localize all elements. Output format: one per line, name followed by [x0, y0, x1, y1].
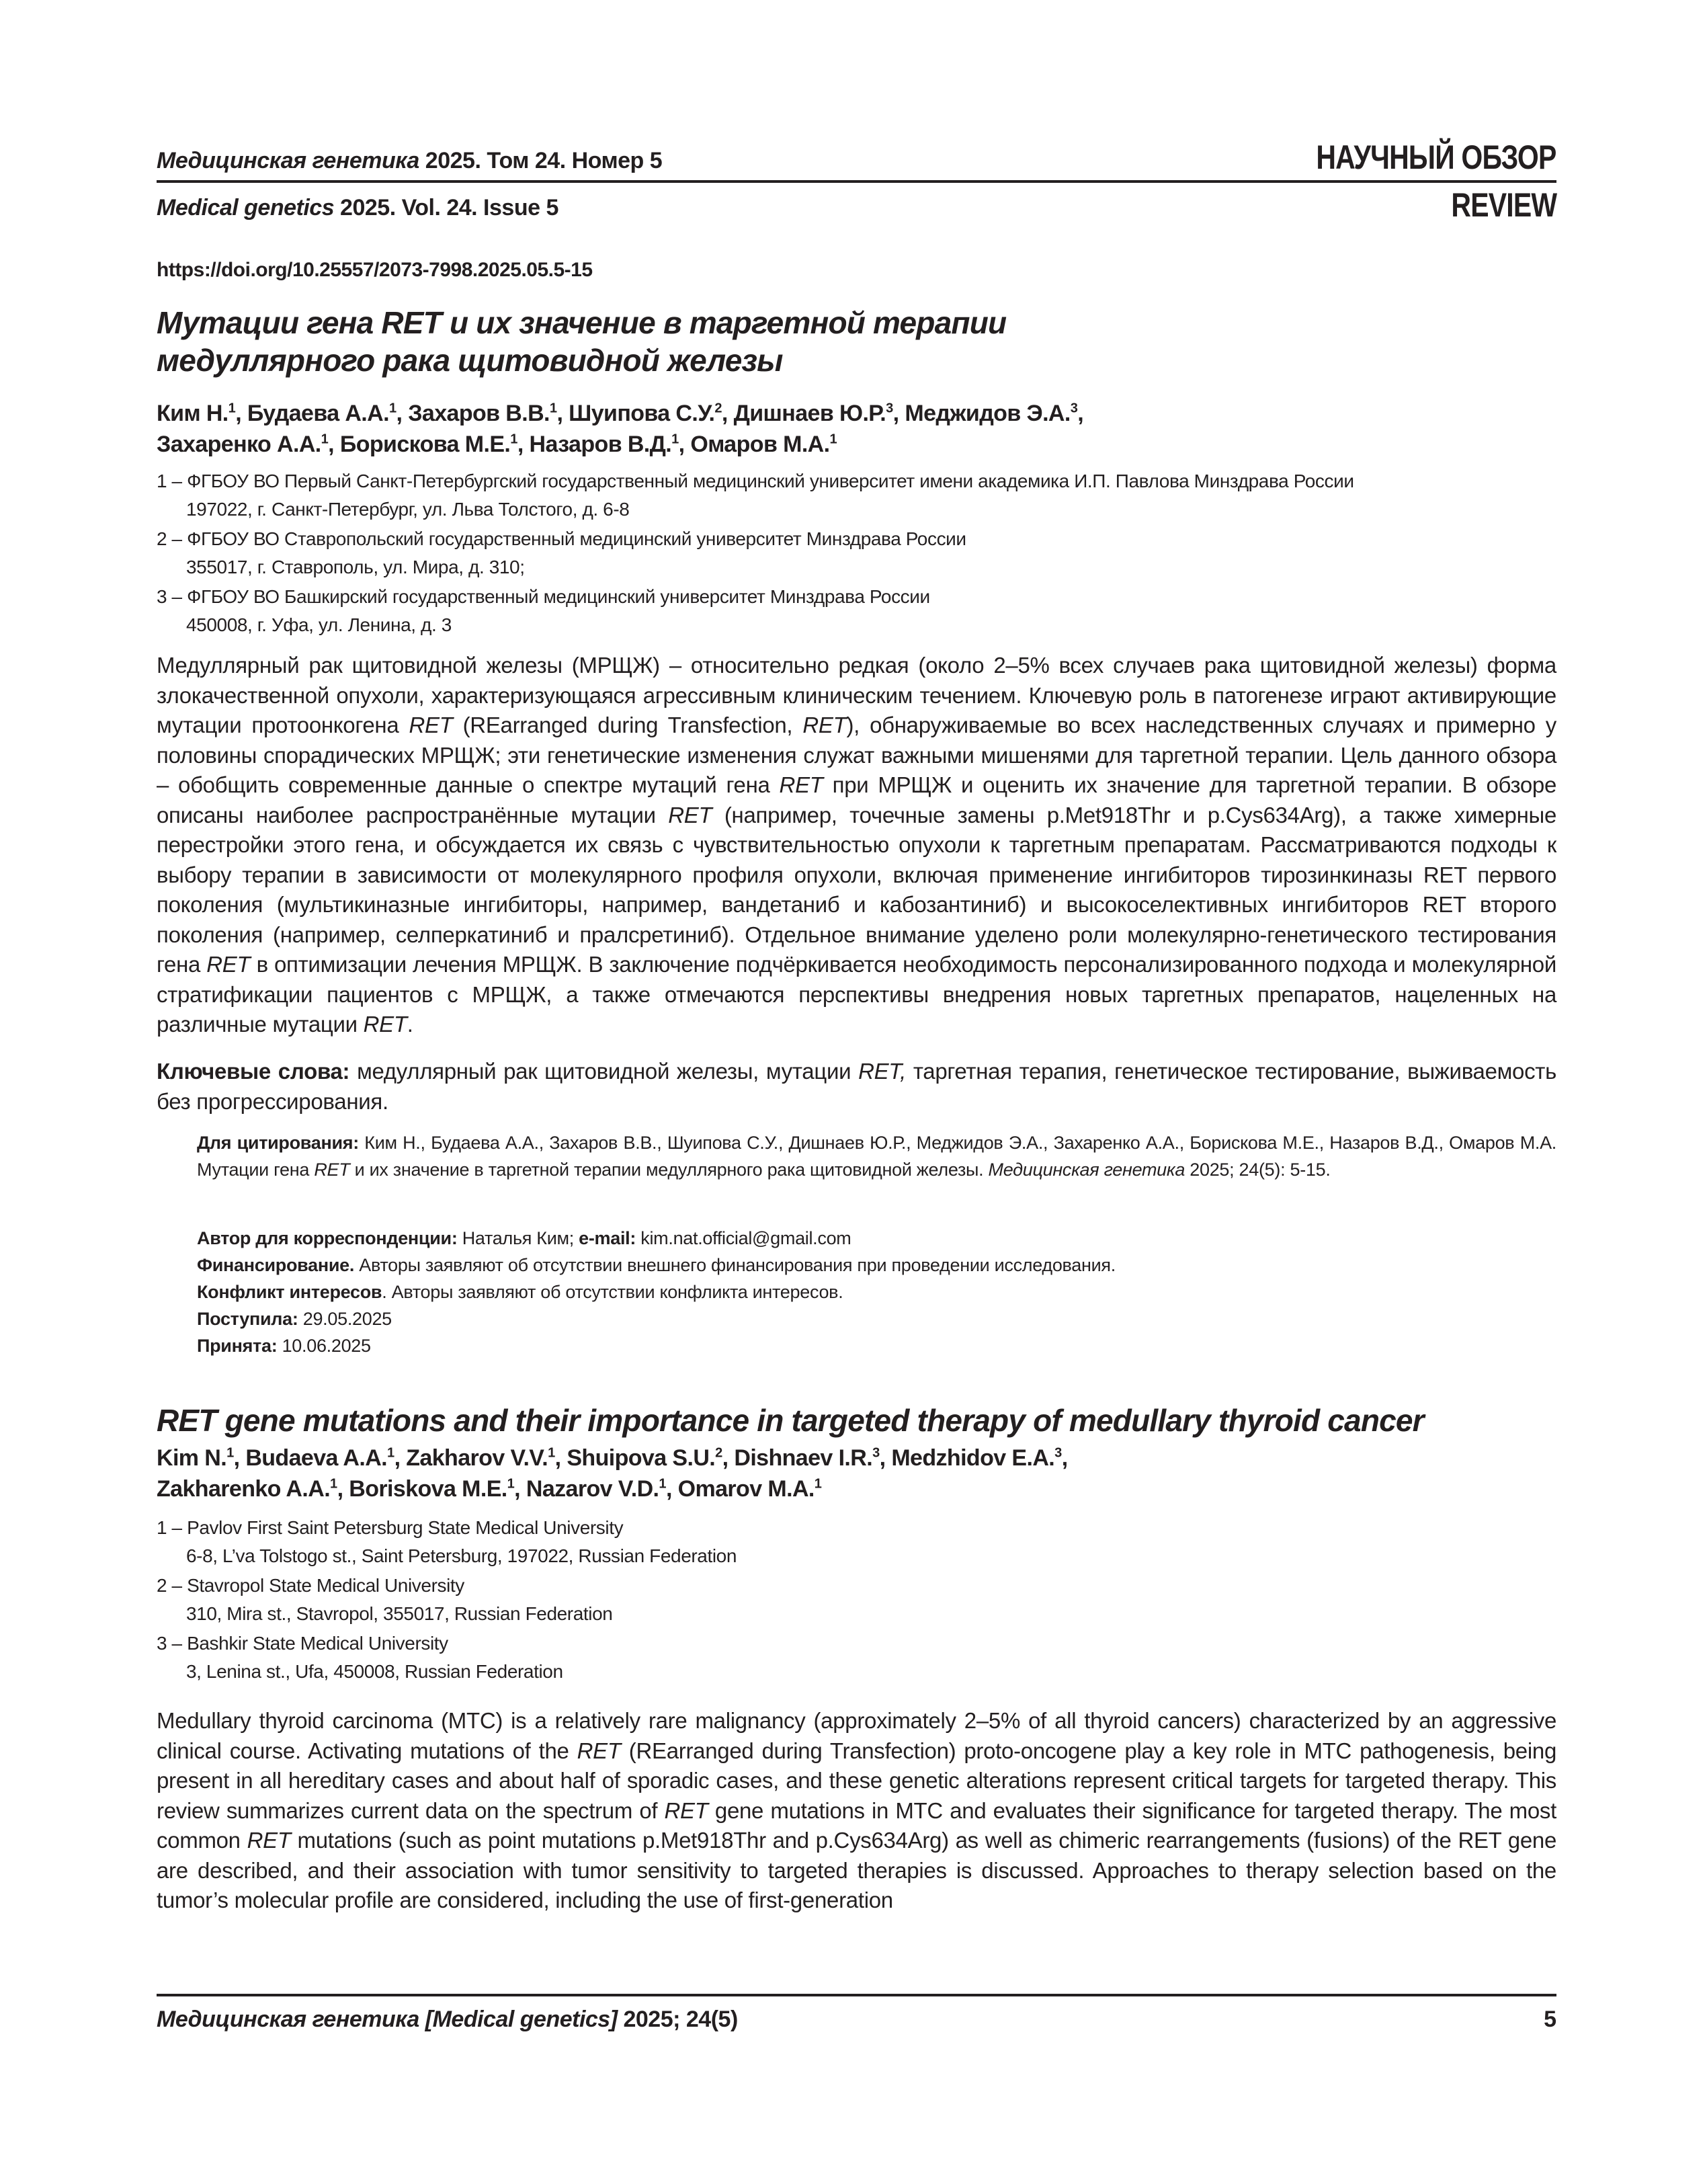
journal-issue-en: 2025. Vol. 24. Issue 5 — [334, 195, 558, 220]
keywords-label: Ключевые слова: — [157, 1059, 350, 1084]
gene-name: RET — [577, 1738, 621, 1763]
gene-name: RET — [664, 1797, 708, 1823]
affiliation-address: 310, Mira st., Stavropol, 355017, Russian Federation — [186, 1603, 613, 1624]
affiliations-ru — [157, 467, 1556, 641]
affiliation-marker: 2 — [715, 1445, 722, 1461]
author-name: Zakharov V.V. — [406, 1445, 548, 1471]
author-name: Шуипова С.У. — [569, 401, 715, 426]
affiliation-item — [157, 583, 1556, 639]
section-label-en: REVIEW — [1451, 186, 1556, 224]
conflict-label: Конфликт интересов — [197, 1282, 382, 1302]
received-row — [197, 1305, 1556, 1332]
author-name: Омаров М.А. — [690, 432, 830, 457]
funding-label: Финансирование. — [197, 1255, 355, 1275]
title-ru-line-1: Мутации гена RET и их значение в таргетной терапии — [157, 305, 1007, 340]
page-number: 5 — [1544, 2007, 1556, 2032]
affiliation-item — [157, 525, 1556, 581]
article-title-ru — [157, 304, 1006, 379]
email-label: e-mail: — [579, 1228, 636, 1248]
author-name: Budaeva A.A. — [245, 1445, 388, 1471]
affiliation-address: 355017, г. Ставрополь, ул. Мира, д. 310; — [186, 557, 525, 577]
affiliation-name: 2 – ФГБОУ ВО Ставропольский государственный медицинский университет Минздрава России — [157, 528, 966, 549]
funding-row — [197, 1252, 1556, 1279]
abstract-ru — [157, 651, 1556, 1040]
abstract-text: (REarranged during Transfection) proto-oncogene play a key role in MTC pathogenesis, being present in all hereditary cases and about half of sporadic cases, and these genetic alterations represent critical targets for targeted therapy. This review summarizes current data on the spectrum of — [157, 1738, 1556, 1823]
affiliation-marker: 1 — [387, 1445, 394, 1461]
journal-issue-ru: 2025. Том 24. Номер 5 — [419, 148, 663, 173]
author-name: Захаров В.В. — [408, 401, 550, 426]
affiliation-marker: 1 — [330, 1476, 337, 1492]
abstract-en — [157, 1706, 1556, 1916]
affiliation-marker: 1 — [548, 1445, 555, 1461]
citation-text-2: и их значение в таргетной терапии медуллярного рака щитовидной железы. — [349, 1160, 989, 1180]
affiliation-item — [157, 1572, 1556, 1628]
received-date: 29.05.2025 — [298, 1309, 392, 1329]
abstract-text: в оптимизации лечения МРЩЖ. В заключение подчёркивается необходимость персонализированного подхода и молекулярной стратификации пациентов с МРЩЖ, а также отмечаются перспективы внедрения новых таргетных препаратов, нацеленных на различные мутации — [157, 952, 1556, 1037]
section-label-ru: НАУЧНЫЙ ОБЗОР — [1316, 138, 1556, 176]
journal-header-en — [157, 195, 558, 221]
affiliation-name: 3 – Bashkir State Medical University — [157, 1633, 448, 1654]
gene-name: RET — [363, 1012, 407, 1037]
correspondence-name: Наталья Ким; — [457, 1228, 579, 1248]
author-list-ru: Ким Н.$^1$, Будаева А.А.$^1$, Захаров В.В.$^1$, Шуипова С.У.$^2$, Дишнаев Ю.Р.$^3$, Меджидов Э.А.$^3$, Захаренко А.А.$^1$, Борискова М.Е.$^1$, Назаров В.Д.$^1$, Омаров М.А.$^1$ — [157, 401, 1084, 457]
affiliation-marker: 1 — [549, 401, 557, 416]
citation-text: Ким Н., Будаева А.А., Захаров В.В., Шуипова С.У., Дишнаев Ю.Р., Меджидов Э.А., Захаренко А.А., Борискова М.Е., Назаров В.Д., Омаров М.А. Мутации гена — [197, 1133, 1556, 1180]
affiliation-marker: 1 — [388, 401, 397, 416]
conflict-text: . Авторы заявляют об отсутствии конфликта интересов. — [382, 1282, 843, 1302]
author-name: Назаров В.Д. — [529, 432, 672, 457]
author-list-en: Kim N.$^1$, Budaeva A.A.$^1$, Zakharov V.V.$^1$, Shuipova S.U.$^2$, Dishnaev I.R.$^3$, Medzhidov E.A.$^3$, Zakharenko A.A.$^1$, Boriskova M.E.$^1$, Nazarov V.D.$^1$, Omarov M.A.$^1$ — [157, 1445, 1068, 1502]
title-ru-line-2: медуллярного рака щитовидной железы — [157, 343, 783, 378]
keywords-ru — [157, 1057, 1556, 1117]
abstract-text: mutations (such as point mutations p.Met918Thr and p.Cys634Arg) as well as chimeric rearrangements (fusions) of the RET gene are described, and their association with tumor sensitivity to targeted therapies is discussed. Approaches to therapy selection based on the tumor’s molecular profile are considered, including the use of first-generation — [157, 1828, 1557, 1912]
article-title-en: RET gene mutations and their importance in targeted therapy of medullary thyroid cancer — [157, 1403, 1424, 1438]
article-info-block — [197, 1225, 1556, 1359]
author-name: Zakharenko A.A. — [157, 1476, 331, 1502]
journal-name-en: Medical genetics — [157, 195, 335, 220]
affiliation-marker: 3 — [1070, 401, 1078, 416]
author-name: Dishnaev I.R. — [734, 1445, 873, 1471]
funding-text: Авторы заявляют об отсутствии внешнего финансирования при проведении исследования. — [354, 1255, 1116, 1275]
affiliation-item — [157, 1514, 1556, 1570]
affiliation-marker: 1 — [510, 432, 517, 447]
author-name: Kim N. — [157, 1445, 227, 1471]
affiliation-item — [157, 467, 1556, 524]
author-name: Борискова М.Е. — [339, 432, 511, 457]
author-name: Omarov M.A. — [677, 1476, 815, 1502]
author-name: Medzhidov E.A. — [891, 1445, 1055, 1471]
citation-label: Для цитирования: — [197, 1133, 359, 1153]
gene-name: RET — [802, 713, 847, 737]
affiliation-marker: 3 — [886, 401, 893, 416]
doi-link[interactable]: https://doi.org/10.25557/2073-7998.2025.05.5-15 — [157, 259, 593, 281]
affiliation-marker: 3 — [1054, 1445, 1062, 1461]
correspondence-row — [197, 1225, 1556, 1252]
abstract-text: при МРЩЖ и оценить их значение для таргетной терапии. В обзоре описаны наиболее распространённые мутации — [157, 772, 1556, 827]
footer-journal — [157, 2007, 738, 2033]
accepted-row — [197, 1332, 1556, 1359]
affiliation-marker: 1 — [671, 432, 679, 447]
affiliations-en — [157, 1514, 1556, 1687]
accepted-label: Принята: — [197, 1336, 278, 1356]
citation-block — [197, 1129, 1556, 1183]
abstract-text: Медуллярный рак щитовидной железы (МРЩЖ) – относительно редкая (около 2–5% всех случаев рака щитовидной железы) форма злокачественной опухоли, характеризующаяся агрессивным клиническим течением. Ключевую роль в патогенезе играют активирующие мутации протоонкогена — [157, 653, 1556, 737]
gene-name: RET — [779, 772, 823, 797]
author-name: Меджидов Э.А. — [905, 401, 1071, 426]
email-link[interactable]: kim.nat.official@gmail.com — [636, 1228, 851, 1248]
affiliation-name: 2 – Stavropol State Medical University — [157, 1575, 464, 1596]
affiliation-address: 6-8, L’va Tolstogo st., Saint Petersburg, 197022, Russian Federation — [186, 1545, 737, 1566]
affiliation-name: 1 – ФГБОУ ВО Первый Санкт-Петербургский государственный медицинский университет имени академика И.П. Павлова Минздрава России — [157, 471, 1354, 491]
affiliation-marker: 1 — [814, 1476, 822, 1492]
gene-name: RET — [247, 1828, 291, 1853]
gene-name: RET — [668, 802, 712, 827]
correspondence-label: Автор для корреспонденции: — [197, 1228, 458, 1248]
author-name: Nazarov V.D. — [526, 1476, 659, 1502]
conflict-row — [197, 1279, 1556, 1305]
received-label: Поступила: — [197, 1309, 298, 1329]
affiliation-name: 1 – Pavlov First Saint Petersburg State Medical University — [157, 1517, 624, 1538]
keywords-text: медуллярный рак щитовидной железы, мутации — [349, 1059, 859, 1084]
footer-issue: 2025; 24(5) — [617, 2007, 738, 2032]
affiliation-item — [157, 1629, 1556, 1686]
accepted-date: 10.06.2025 — [277, 1336, 371, 1356]
citation-journal: Медицинская генетика — [988, 1160, 1185, 1180]
abstract-text: gene mutations in MTC and evaluates their significance for targeted therapy. The most common — [157, 1797, 1556, 1853]
affiliation-marker: 1 — [507, 1476, 515, 1492]
abstract-text: . — [407, 1012, 413, 1037]
journal-header-ru — [157, 148, 662, 174]
author-name: Ким Н. — [157, 401, 228, 426]
citation-text-3: 2025; 24(5): 5-15. — [1185, 1160, 1331, 1180]
author-name: Shuipova S.U. — [567, 1445, 716, 1471]
footer-divider — [157, 1994, 1556, 1996]
affiliation-marker: 1 — [321, 432, 329, 447]
header-divider — [157, 180, 1556, 183]
author-name: Boriskova M.E. — [349, 1476, 507, 1502]
affiliation-marker: 1 — [226, 1445, 234, 1461]
abstract-text: Medullary thyroid carcinoma (MTC) is a relatively rare malignancy (approximately 2–5% of all thyroid cancers) characterized by an aggressive clinical course. Activating mutations of the — [157, 1708, 1556, 1763]
abstract-text: (например, точечные замены p.Met918Thr и p.Cys634Arg), а также химерные перестройки этого гена, и обсуждается их связь с чувствительностью опухоли к таргетным препаратам. Рассматриваются подходы к выбору терапии в зависимости от молекулярного профиля опухоли, включая применение ингибиторов тирозинкиназы RET первого поколения (мультикиназные ингибиторы, например, вандетаниб и кабозантиниб) и высокоселективных ингибиторов RET второго поколения (например, селперкатиниб и пралсретиниб). Отдельное внимание уделено роли молекулярно-генетического тестирования гена — [157, 802, 1556, 977]
affiliation-address: 450008, г. Уфа, ул. Ленина, д. 3 — [186, 614, 452, 635]
journal-name-ru: Медицинская генетика — [157, 148, 419, 173]
affiliation-marker: 1 — [228, 401, 236, 416]
author-name: Захаренко А.А. — [157, 432, 321, 457]
affiliation-name: 3 – ФГБОУ ВО Башкирский государственный медицинский университет Минздрава России — [157, 586, 930, 607]
author-name: Будаева А.А. — [247, 401, 389, 426]
affiliation-marker: 1 — [659, 1476, 666, 1492]
footer-journal-name: Медицинская генетика [Medical genetics] — [157, 2007, 618, 2032]
author-name: Дишнаев Ю.Р. — [733, 401, 886, 426]
abstract-text: ), обнаруживаемые во всех наследственных случаях и примерно у половины спорадических МРЩЖ; эти генетические изменения служат важными мишенями для таргетной терапии. Цель данного обзора – обобщить современные данные о спектре мутаций гена — [157, 713, 1556, 797]
keywords-italic: RET, — [858, 1059, 907, 1084]
citation-italic: RET — [314, 1160, 350, 1180]
gene-name: RET — [206, 952, 251, 977]
affiliation-marker: 1 — [829, 432, 837, 447]
abstract-text: (REarranged during Transfection, — [452, 713, 803, 737]
keywords-text-2: таргетная терапия, генетическое тестирование, выживаемость без прогрессирования. — [157, 1059, 1557, 1114]
affiliation-address: 3, Lenina st., Ufa, 450008, Russian Federation — [186, 1661, 563, 1682]
affiliation-marker: 3 — [872, 1445, 880, 1461]
gene-name: RET — [409, 713, 453, 737]
affiliation-marker: 2 — [714, 401, 722, 416]
affiliation-address: 197022, г. Санкт-Петербург, ул. Льва Толстого, д. 6-8 — [186, 499, 630, 520]
